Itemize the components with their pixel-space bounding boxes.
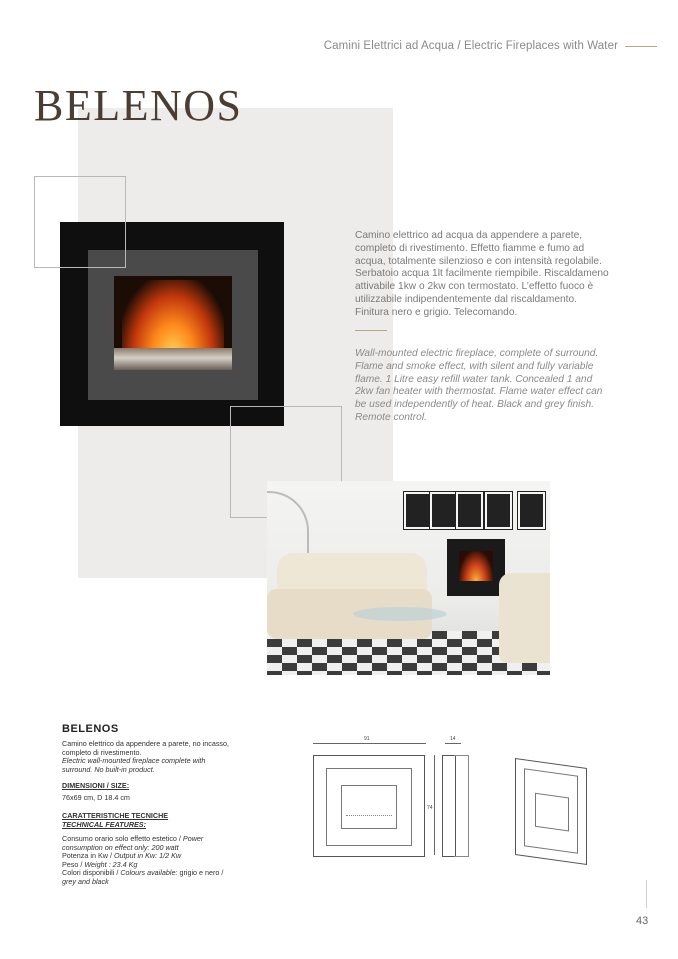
front-view-window xyxy=(341,785,397,829)
page-number: 43 xyxy=(636,915,649,927)
isometric-surround xyxy=(524,768,578,854)
wall-frame xyxy=(518,492,545,529)
feature-weight: Peso / Weight : 23.4 Kg xyxy=(62,859,138,869)
section-title: Camini Elettrici ad Acqua / Electric Fireplaces with Water xyxy=(323,40,618,52)
front-view-logs xyxy=(346,815,392,824)
product-title: BELENOS xyxy=(34,81,243,130)
spec-summary-it: Camino elettrico da appendere a parete, no incasso, completo di rivestimento. xyxy=(62,739,230,757)
side-view-depth xyxy=(454,755,469,857)
height-dimension-line xyxy=(434,755,435,855)
spec-summary xyxy=(62,740,232,774)
glass-coffee-table xyxy=(353,607,447,621)
front-view-surround xyxy=(326,768,412,846)
description-english: Wall-mounted electric fireplace, complete of surround. Flame and smoke effect, with silent and fully variable flame. 1 Litre easy refill water tank. Concealed 1 and 2kw fan heater with thermostat. Flame water effect can be used independently of heat. Black and grey finish. Remote control. xyxy=(355,348,603,423)
wall-frame xyxy=(456,492,483,529)
depth-dimension-label: 14 xyxy=(450,736,456,742)
features-label-it: CARATTERISTICHE TECNICHE xyxy=(62,811,169,820)
log-bed xyxy=(114,348,232,370)
fireplace-surround xyxy=(88,250,258,400)
header-accent-line xyxy=(625,46,657,47)
front-view-outline xyxy=(313,755,425,857)
dimensions-label: DIMENSIONI / SIZE: xyxy=(62,781,130,790)
armchair xyxy=(499,573,550,663)
arc-lamp xyxy=(267,491,309,553)
technical-drawings xyxy=(310,735,630,875)
width-dimension-label: 91 xyxy=(364,736,370,742)
feature-consumption: Consumo orario solo effetto estetico / Power consumption on effect only: 200 watt xyxy=(62,834,204,852)
feature-power: Potenza in Kw / Output in Kw: 1/2 Kw xyxy=(62,851,182,861)
footer-line xyxy=(646,880,647,908)
divider-line xyxy=(355,330,387,331)
fireplace-window xyxy=(114,276,232,370)
spec-dimensions xyxy=(62,782,232,802)
wall-frame xyxy=(404,492,431,529)
height-dimension-label: 74 xyxy=(427,805,433,811)
wall-fireplace xyxy=(447,539,505,596)
feature-colours: Colori disponibili / Colours available: grigio e nero / grey and black xyxy=(62,868,224,886)
spec-features xyxy=(62,812,232,829)
depth-dimension-line xyxy=(445,743,461,744)
decorative-frame-top xyxy=(34,176,126,268)
description-italian: Camino elettrico ad acqua da appendere a parete, completo di rivestimento. Effetto fiamme e fumo ad acqua, totalmente silenzioso e con intensità regolabile. Serbatoio acqua 1lt facilmente riempibile. Riscaldameno attivabile 1kw o 2kw con termostato. L’effetto fuoco è utilizzabile indipendentemente dal riscaldamento. Finitura nero e grigio. Telecomando. xyxy=(355,230,609,318)
room-scene-photo xyxy=(267,481,550,675)
flame-effect xyxy=(122,280,224,354)
spec-summary-en: Electric wall-mounted fireplace complete with surround. No built-in product. xyxy=(62,756,206,774)
wall-frame xyxy=(485,492,512,529)
width-dimension-line xyxy=(313,743,426,744)
isometric-window xyxy=(535,793,569,832)
spec-features-list xyxy=(62,835,232,887)
wall-frame xyxy=(430,492,457,529)
features-label-en: TECHNICAL FEATURES: xyxy=(62,819,146,829)
isometric-view-outline xyxy=(515,758,587,865)
spec-title: BELENOS xyxy=(62,723,119,735)
dimensions-value: 76x69 cm, D 18.4 cm xyxy=(62,792,130,802)
